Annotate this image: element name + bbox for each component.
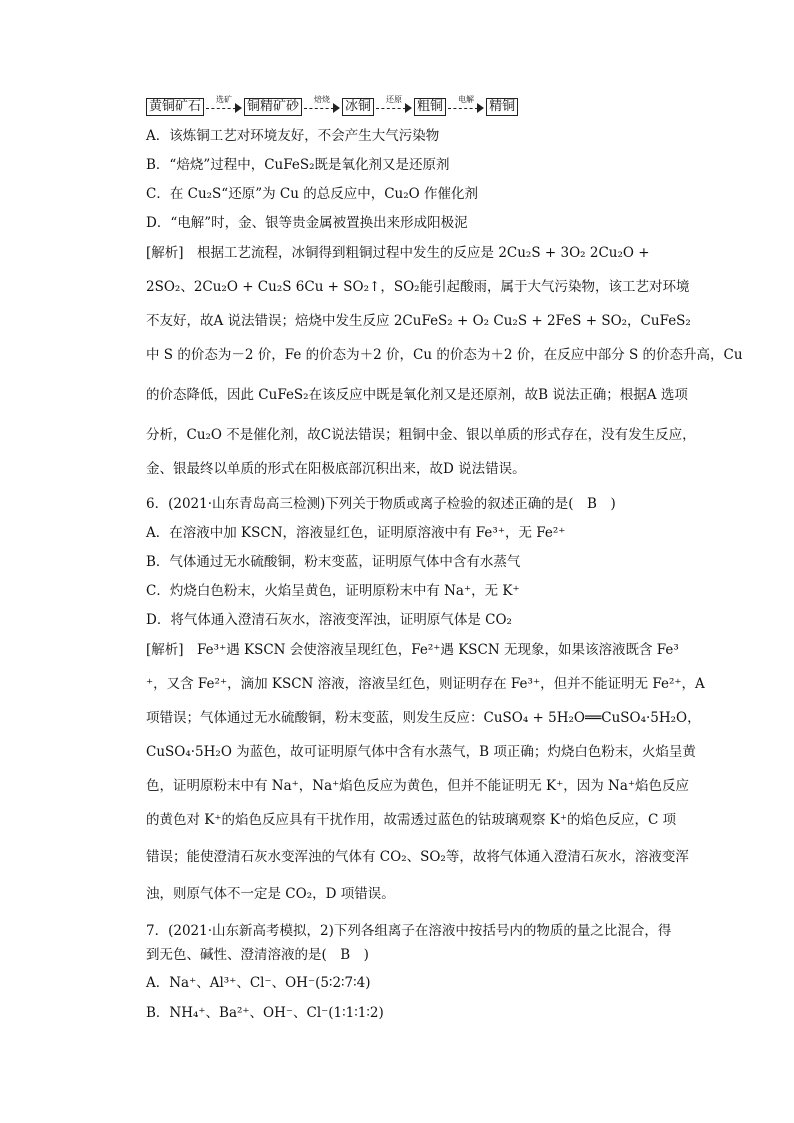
q5-option-c: C．在 Cu₂S“还原”为 Cu 的总反应中，Cu₂O 作催化剂: [146, 186, 479, 202]
q6-option-c: C．灼烧白色粉末，火焰呈黄色，证明原粉末中有 Na⁺，无 K⁺: [146, 583, 520, 599]
process-flow: [146, 96, 518, 120]
flow-node-matte: 冰铜: [342, 98, 374, 116]
q6-explanation-line-1: [解析] Fe³⁺遇 KSCN 会使溶液呈现红色，Fe²⁺遇 KSCN 无现象，如果该溶液既含 Fe³: [146, 642, 679, 658]
q6-option-d: D．将气体通入澄清石灰水，溶液变浑浊，证明原气体是 CO₂: [146, 612, 512, 628]
q5-explanation-line-6: 分析，Cu₂O 不是催化剂，故C说法错误；粗铜中金、银以单质的形式存在，没有发生反应，: [146, 427, 696, 443]
flow-arrow-1: [204, 96, 244, 118]
q5-option-a: A．该炼铜工艺对环境友好，不会产生大气污染物: [146, 128, 440, 144]
q7-stem-line-2: 到无色、碱性、澄清溶液的是( B ): [146, 947, 369, 963]
flow-node-refined: 精铜: [486, 98, 518, 116]
q5-explanation-line-1: [解析] 根据工艺流程，冰铜得到粗铜过程中发生的反应是 2Cu₂S + 3O₂ 2Cu₂O +: [146, 245, 650, 261]
q5-explanation-line-3: 不友好，故A 说法错误；焙烧中发生反应 2CuFeS₂ + O₂ Cu₂S + 2FeS + SO₂，CuFeS₂: [146, 313, 691, 329]
q6-explanation-line-6: 的黄色对 K⁺的焰色反应具有干扰作用，故需透过蓝色的钴玻璃观察 K⁺的焰色反应，C 项: [146, 812, 677, 828]
flow-step-label: 还原: [386, 95, 403, 104]
q6-explanation-line-7: 错误；能使澄清石灰水变浑浊的气体有 CO₂、SO₂等，故将气体通入澄清石灰水，溶液变浑: [146, 849, 689, 865]
q5-option-d: D．“电解”时，金、银等贵金属被置换出来形成阳极泥: [146, 215, 468, 231]
q7-stem-line-1: 7．(2021·山东新高考模拟，2)下列各组离子在溶液中按括号内的物质的量之比混合，得: [146, 923, 672, 939]
q6-explanation-line-4: CuSO₄·5H₂O 为蓝色，故可证明原气体中含有水蒸气，B 项正确；灼烧白色粉末，火焰呈黄: [146, 744, 696, 760]
q5-explanation-line-4: 中 S 的价态为－2 价，Fe 的价态为＋2 价，Cu 的价态为＋2 价，在反应中部分 S 的价态升高，Cu: [146, 347, 743, 363]
flow-arrow-4: [446, 96, 486, 118]
q6-stem: 6．(2021·山东青岛高三检测)下列关于物质或离子检验的叙述正确的是( B ): [146, 496, 616, 512]
flow-node-ore: 黄铜矿石: [146, 98, 204, 116]
flow-arrow-2: [302, 96, 342, 118]
q5-option-b: B．“焙烧”过程中，CuFeS₂既是氧化剂又是还原剂: [146, 157, 450, 173]
flow-step-label: 焙烧: [314, 95, 331, 104]
q6-explanation-line-8: 浊，则原气体不一定是 CO₂，D 项错误。: [146, 886, 395, 902]
q6-option-b: B．气体通过无水硫酸铜，粉末变蓝，证明原气体中含有水蒸气: [146, 554, 521, 570]
flow-node-concentrate: 铜精矿砂: [244, 98, 302, 116]
q6-explanation-line-5: 色，证明原粉末中有 Na⁺，Na⁺焰色反应为黄色，但并不能证明无 K⁺，因为 Na⁺焰色反应: [146, 778, 690, 794]
q5-explanation-line-2: 2SO₂、2Cu₂O + Cu₂S 6Cu + SO₂↑，SO₂能引起酸雨，属于大气污染物，该工艺对环境: [146, 279, 690, 295]
q6-explanation-line-3: 项错误；气体通过无水硫酸铜，粉末变蓝，则发生反应：CuSO₄ + 5H₂O══CuSO₄·5H₂O，: [146, 710, 701, 726]
flow-node-blister: 粗铜: [414, 98, 446, 116]
flow-arrow-3: [374, 96, 414, 118]
q5-explanation-line-5: 的价态降低，因此 CuFeS₂在该反应中既是氧化剂又是还原剂，故B 说法正确；根据A 选项: [146, 387, 688, 403]
q5-explanation-line-7: 金、银最终以单质的形式在阳极底部沉积出来，故D 说法错误。: [146, 461, 526, 477]
q6-option-a: A．在溶液中加 KSCN，溶液显红色，证明原溶液中有 Fe³⁺，无 Fe²⁺: [146, 525, 566, 541]
flow-step-label: 电解: [458, 95, 475, 104]
q7-option-b: B．NH₄⁺、Ba²⁺、OH⁻、Cl⁻(1∶1∶1∶2): [146, 1005, 384, 1021]
q6-explanation-line-2: ⁺，又含 Fe²⁺，滴加 KSCN 溶液，溶液呈红色，则证明存在 Fe³⁺，但并不能证明无 Fe²⁺，A: [146, 676, 705, 692]
q7-option-a: A．Na⁺、Al³⁺、Cl⁻、OH⁻(5∶2∶7∶4): [146, 975, 371, 991]
flow-step-label: 选矿: [216, 95, 233, 104]
